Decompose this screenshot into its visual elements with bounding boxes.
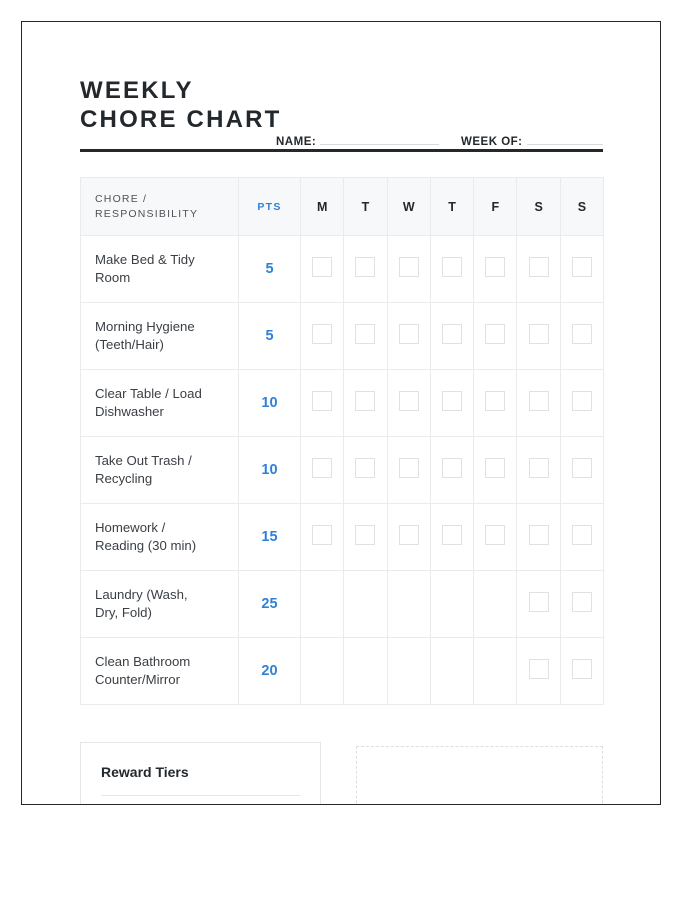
chore-label-line-2: Dishwasher bbox=[95, 404, 164, 419]
chore-checkbox[interactable] bbox=[529, 592, 549, 612]
chore-day-cell[interactable] bbox=[517, 504, 560, 571]
chore-checkbox[interactable] bbox=[355, 458, 375, 478]
chore-checkbox[interactable] bbox=[399, 324, 419, 344]
chore-day-cell bbox=[430, 571, 473, 638]
chore-label bbox=[81, 571, 239, 638]
chore-day-cell[interactable] bbox=[560, 571, 603, 638]
chore-day-cell[interactable] bbox=[560, 504, 603, 571]
chore-day-cell[interactable] bbox=[387, 303, 430, 370]
chore-checkbox[interactable] bbox=[572, 458, 592, 478]
masthead-divider bbox=[80, 149, 603, 152]
form-fields bbox=[276, 132, 603, 148]
name-field-input-line[interactable] bbox=[320, 132, 439, 145]
chore-checkbox[interactable] bbox=[399, 525, 419, 545]
chore-checkbox[interactable] bbox=[529, 525, 549, 545]
chore-checkbox[interactable] bbox=[485, 324, 505, 344]
chore-checkbox[interactable] bbox=[312, 391, 332, 411]
header-day-thursday: T bbox=[430, 178, 473, 236]
chore-day-cell bbox=[301, 638, 344, 705]
header-day-wednesday: W bbox=[387, 178, 430, 236]
chore-day-cell[interactable] bbox=[301, 236, 344, 303]
name-field-label: NAME: bbox=[276, 136, 317, 148]
chore-checkbox[interactable] bbox=[529, 257, 549, 277]
chore-day-cell[interactable] bbox=[517, 236, 560, 303]
chore-checkbox[interactable] bbox=[572, 324, 592, 344]
table-row bbox=[81, 437, 604, 504]
chore-checkbox[interactable] bbox=[355, 391, 375, 411]
chore-checkbox[interactable] bbox=[399, 257, 419, 277]
chore-checkbox[interactable] bbox=[442, 458, 462, 478]
reward-tiers-title: Reward Tiers bbox=[101, 764, 189, 780]
chore-day-cell[interactable] bbox=[430, 504, 473, 571]
chore-label bbox=[81, 504, 239, 571]
week-of-field-input-line[interactable] bbox=[527, 132, 604, 145]
chore-points-value: 20 bbox=[239, 638, 301, 705]
chore-label bbox=[81, 303, 239, 370]
chore-day-cell[interactable] bbox=[517, 303, 560, 370]
chore-day-cell[interactable] bbox=[560, 638, 603, 705]
chore-day-cell[interactable] bbox=[387, 370, 430, 437]
header-day-sunday: S bbox=[560, 178, 603, 236]
chore-chart-table bbox=[80, 177, 604, 705]
chore-checkbox[interactable] bbox=[529, 659, 549, 679]
chore-label-line-2: Recycling bbox=[95, 471, 153, 486]
chore-day-cell[interactable] bbox=[387, 504, 430, 571]
chore-day-cell bbox=[474, 571, 517, 638]
chore-day-cell[interactable] bbox=[430, 370, 473, 437]
chore-checkbox[interactable] bbox=[485, 257, 505, 277]
chore-day-cell[interactable] bbox=[430, 303, 473, 370]
reward-tiers-divider bbox=[101, 795, 300, 796]
table-row bbox=[81, 638, 604, 705]
reward-tiers-card bbox=[80, 742, 321, 805]
chore-label-line-1: Take Out Trash / bbox=[95, 453, 192, 468]
masthead bbox=[80, 76, 603, 148]
chore-points-value: 5 bbox=[239, 236, 301, 303]
chore-checkbox[interactable] bbox=[529, 458, 549, 478]
chore-checkbox[interactable] bbox=[529, 324, 549, 344]
table-row bbox=[81, 571, 604, 638]
chore-day-cell[interactable] bbox=[560, 303, 603, 370]
chore-day-cell bbox=[301, 571, 344, 638]
chore-label-line-2: Counter/Mirror bbox=[95, 672, 181, 687]
table-row bbox=[81, 504, 604, 571]
chore-label-line-1: Clear Table / Load bbox=[95, 386, 202, 401]
table-row bbox=[81, 236, 604, 303]
chore-checkbox[interactable] bbox=[485, 458, 505, 478]
chore-points-value: 5 bbox=[239, 303, 301, 370]
chore-label-line-1: Make Bed & Tidy bbox=[95, 252, 195, 267]
chore-day-cell[interactable] bbox=[560, 437, 603, 504]
header-day-saturday: S bbox=[517, 178, 560, 236]
chore-points-value: 10 bbox=[239, 437, 301, 504]
header-day-monday: M bbox=[301, 178, 344, 236]
chore-day-cell[interactable] bbox=[344, 303, 387, 370]
sheet-content bbox=[80, 76, 603, 805]
week-of-field-label: WEEK OF: bbox=[461, 136, 523, 148]
chore-day-cell[interactable] bbox=[344, 370, 387, 437]
chore-day-cell[interactable] bbox=[301, 303, 344, 370]
chore-day-cell bbox=[344, 638, 387, 705]
chore-day-cell[interactable] bbox=[474, 303, 517, 370]
chore-checkbox[interactable] bbox=[529, 391, 549, 411]
chore-day-cell[interactable] bbox=[344, 504, 387, 571]
chore-day-cell[interactable] bbox=[301, 370, 344, 437]
chore-checkbox[interactable] bbox=[442, 391, 462, 411]
chore-day-cell bbox=[387, 638, 430, 705]
notes-placeholder-box[interactable] bbox=[356, 746, 603, 805]
chore-label-line-2: (Teeth/Hair) bbox=[95, 337, 164, 352]
chore-day-cell[interactable] bbox=[560, 370, 603, 437]
chore-checkbox[interactable] bbox=[312, 525, 332, 545]
chore-checkbox[interactable] bbox=[572, 257, 592, 277]
chore-day-cell[interactable] bbox=[430, 236, 473, 303]
chore-checkbox[interactable] bbox=[442, 525, 462, 545]
table-row bbox=[81, 370, 604, 437]
chore-label bbox=[81, 370, 239, 437]
week-of-field[interactable] bbox=[461, 132, 603, 148]
header-day-friday: F bbox=[474, 178, 517, 236]
chore-checkbox[interactable] bbox=[572, 391, 592, 411]
chore-day-cell bbox=[430, 638, 473, 705]
chore-day-cell[interactable] bbox=[560, 236, 603, 303]
name-field[interactable] bbox=[276, 132, 439, 148]
chore-checkbox[interactable] bbox=[312, 257, 332, 277]
chore-checkbox[interactable] bbox=[572, 592, 592, 612]
chore-day-cell[interactable] bbox=[474, 437, 517, 504]
chore-label-line-2: Reading (30 min) bbox=[95, 538, 197, 553]
page-title-line-2: CHORE CHART bbox=[80, 106, 282, 133]
header-chore-line-2: RESPONSIBILITY bbox=[95, 207, 199, 220]
chore-day-cell[interactable] bbox=[517, 571, 560, 638]
chore-checkbox[interactable] bbox=[399, 391, 419, 411]
header-chore-line-1: CHORE / bbox=[95, 192, 148, 205]
chore-checkbox[interactable] bbox=[355, 324, 375, 344]
printable-page-sheet bbox=[21, 21, 661, 805]
header-points: PTS bbox=[239, 178, 301, 236]
chore-day-cell[interactable] bbox=[301, 437, 344, 504]
chore-day-cell[interactable] bbox=[474, 504, 517, 571]
chore-day-cell[interactable] bbox=[387, 236, 430, 303]
chore-points-value: 10 bbox=[239, 370, 301, 437]
chore-checkbox[interactable] bbox=[572, 525, 592, 545]
chore-label-line-1: Homework / bbox=[95, 520, 166, 535]
chore-points-value: 25 bbox=[239, 571, 301, 638]
header-day-tuesday: T bbox=[344, 178, 387, 236]
header-chore-responsibility bbox=[81, 178, 239, 236]
chore-day-cell[interactable] bbox=[517, 638, 560, 705]
chore-checkbox[interactable] bbox=[312, 324, 332, 344]
chore-day-cell[interactable] bbox=[474, 370, 517, 437]
chore-checkbox[interactable] bbox=[572, 659, 592, 679]
chore-table-body bbox=[81, 236, 604, 705]
chore-label-line-1: Clean Bathroom bbox=[95, 654, 191, 669]
chore-checkbox[interactable] bbox=[312, 458, 332, 478]
chore-label-line-1: Laundry (Wash, bbox=[95, 587, 188, 602]
chore-checkbox[interactable] bbox=[485, 391, 505, 411]
chore-label-line-2: Dry, Fold) bbox=[95, 605, 152, 620]
chore-label-line-2: Room bbox=[95, 270, 131, 285]
chore-day-cell[interactable] bbox=[430, 437, 473, 504]
chore-day-cell[interactable] bbox=[344, 236, 387, 303]
page-title-line-1: WEEKLY bbox=[80, 77, 194, 104]
chore-checkbox[interactable] bbox=[355, 525, 375, 545]
chore-checkbox[interactable] bbox=[355, 257, 375, 277]
chore-day-cell[interactable] bbox=[474, 236, 517, 303]
chore-checkbox[interactable] bbox=[442, 257, 462, 277]
chore-day-cell[interactable] bbox=[301, 504, 344, 571]
chore-table-head bbox=[81, 178, 604, 236]
chore-label bbox=[81, 437, 239, 504]
chore-label bbox=[81, 236, 239, 303]
table-row bbox=[81, 303, 604, 370]
chore-checkbox[interactable] bbox=[485, 525, 505, 545]
chore-day-cell bbox=[344, 571, 387, 638]
chore-day-cell bbox=[474, 638, 517, 705]
chore-table-header-row bbox=[81, 178, 604, 236]
page-title bbox=[80, 76, 282, 134]
chore-day-cell[interactable] bbox=[344, 437, 387, 504]
chore-label-line-1: Morning Hygiene bbox=[95, 319, 195, 334]
chore-checkbox[interactable] bbox=[399, 458, 419, 478]
chore-day-cell[interactable] bbox=[387, 437, 430, 504]
chore-label bbox=[81, 638, 239, 705]
chore-day-cell[interactable] bbox=[517, 370, 560, 437]
chore-points-value: 15 bbox=[239, 504, 301, 571]
chore-day-cell[interactable] bbox=[517, 437, 560, 504]
chore-day-cell bbox=[387, 571, 430, 638]
bottom-section bbox=[80, 742, 603, 805]
chore-checkbox[interactable] bbox=[442, 324, 462, 344]
